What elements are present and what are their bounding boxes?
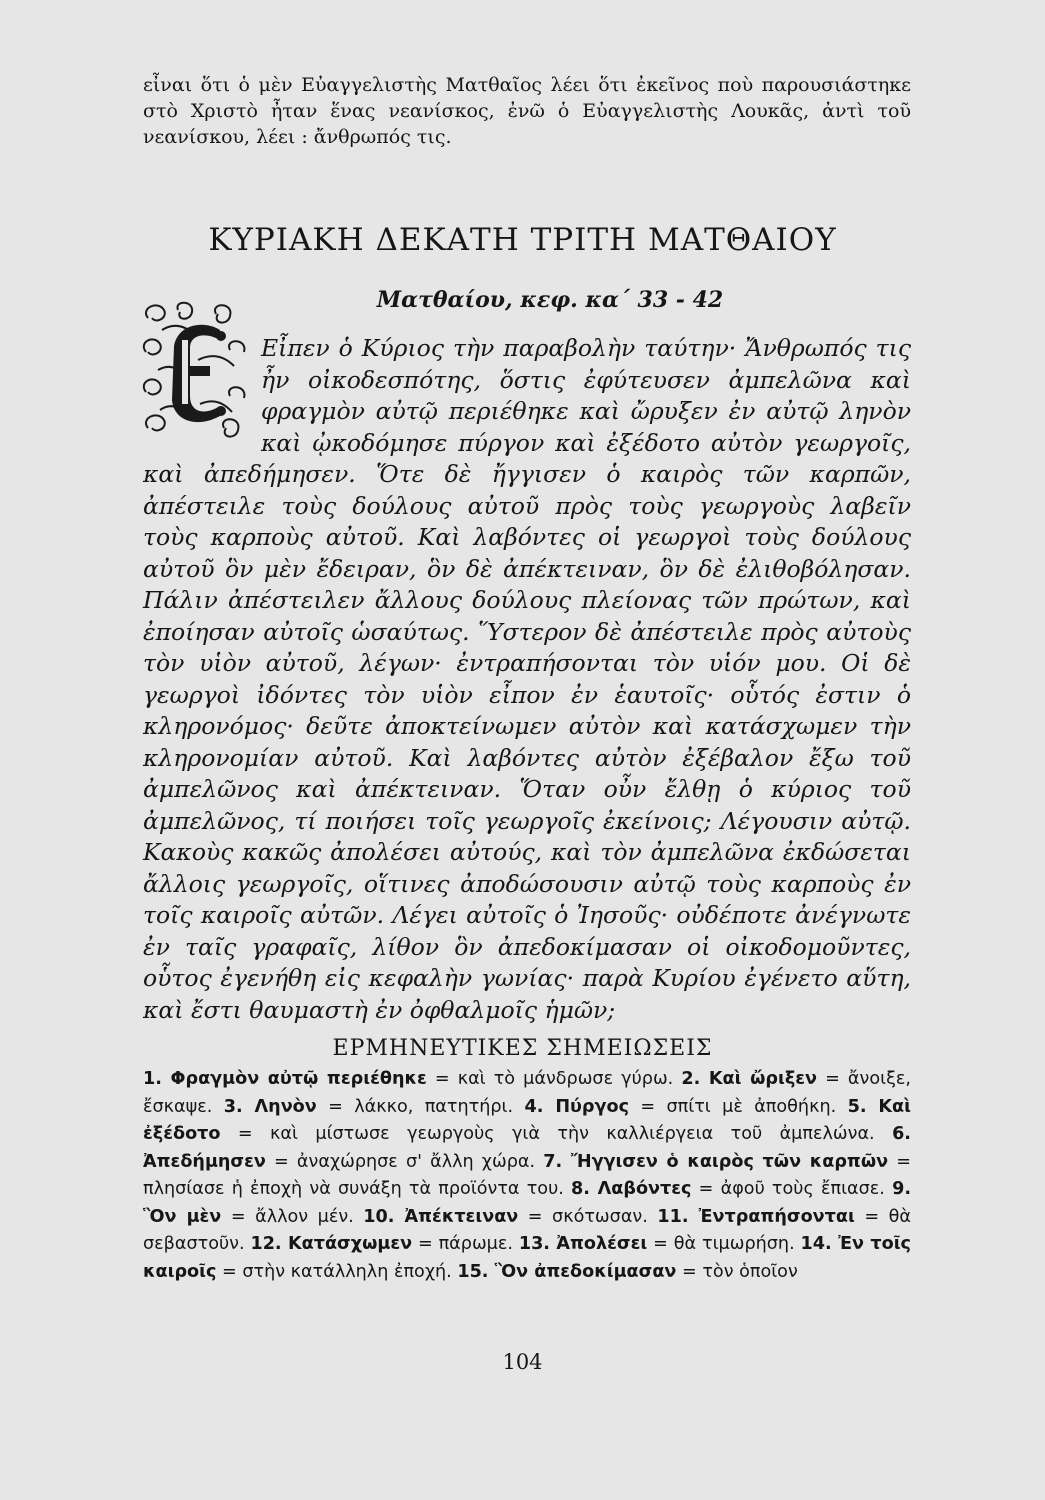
note-meaning: = θὰ τιμωρήση.	[647, 1234, 801, 1254]
note-meaning: = ἄνοιξε, ἔσκαψε.	[143, 1069, 911, 1117]
note-meaning: = καὶ τὸ μάνδρωσε γύρω.	[426, 1069, 682, 1089]
explanatory-notes	[143, 1066, 911, 1286]
note-term: 1. Φραγμὸν αὐτῷ περιέθηκε	[143, 1069, 427, 1089]
scripture-reference: Ματθαίου, κεφ. κα΄ 33 - 42	[376, 287, 724, 313]
note-term: 2. Καὶ ὤριξεν	[681, 1069, 818, 1089]
note-meaning: = σκότωσαν.	[518, 1206, 658, 1227]
note-term: 9. Ὃν μὲν	[143, 1179, 912, 1227]
gospel-text: Εἶπεν ὁ Κύριος τὴν παραβολὴν ταύτην· Ἄνθρωπός τις ἦν οἰκοδεσπότης, ὅστις ἐφύτευσεν ἀμπελῶνα καὶ φραγμὸν αὐτῷ περιέθηκε καὶ ὤρυξεν ἐν αὐτῷ ληνὸν καὶ ᾠκοδόμησε πύργον καὶ ἐξέδοτο αὐτὸν γεωργοῖς, καὶ ἀπεδήμησεν. Ὅτε δὲ ἤγγισεν ὁ καιρὸς τῶν καρπῶν, ἀπέστειλε τοὺς δούλους αὐτοῦ πρὸς τοὺς γεωργοὺς λαβεῖν τοὺς καρποὺς αὐτοῦ. Καὶ λαβόντες οἱ γεωργοὶ τοὺς δούλους αὐτοῦ ὃν μὲν ἔδειραν, ὃν δὲ ἀπέκτειναν, ὃν δὲ ἐλιθοβόλησαν. Πάλιν ἀπέστειλεν ἄλλους δούλους πλείονας τῶν πρώτων, καὶ ἐποίησαν αὐτοῖς ὡσαύτως. Ὕστερον δὲ ἀπέστειλε πρὸς αὐτοὺς τὸν υἱὸν αὐτοῦ, λέγων· ἐντραπήσονται τὸν υἱόν μου. Οἱ δὲ γεωργοὶ ἰδόντες τὸν υἱὸν εἶπον ἐν ἑαυτοῖς· οὗτός ἐστιν ὁ κληρονόμος· δεῦτε ἀποκτείνωμεν αὐτὸν καὶ κατάσχωμεν τὴν κληρονομίαν αὐτοῦ. Καὶ λαβόντες αὐτὸν ἐξέβαλον ἔξω τοῦ ἀμπελῶνος καὶ ἀπέκτειναν. Ὅταν οὖν ἔλθῃ ὁ κύριος τοῦ ἀμπελῶνος, τί ποιήσει τοῖς γεωργοῖς ἐκείνοις; Λέγουσιν αὐτῷ. Κακοὺς κακῶς ἀπολέσει αὐτούς, καὶ τὸν ἀμπελῶνα ἐκδώσεται ἄλλοις γεωργοῖς, οἵτινες ἀποδώσουσιν αὐτῷ τοὺς καρποὺς ἐν τοῖς καιροῖς αὐτῶν. Λέγει αὐτοῖς ὁ Ἰησοῦς· οὐδέποτε ἀνέγνωτε ἐν ταῖς γραφαῖς, λίθον ὃν ἀπεδοκίμασαν οἱ οἰκοδομοῦντες, οὗτος ἐγενήθη εἰς κεφαλὴν γωνίας· παρὰ Κυρίου ἐγένετο αὕτη, καὶ ἔστι θαυμαστὴ ἐν ὀφθαλμοῖς ἡμῶν;	[143, 334, 911, 1024]
note-meaning: = πάρωμε.	[412, 1234, 519, 1254]
note-meaning: = ἄλλον μέν.	[221, 1206, 364, 1227]
note-term: 7. Ἤγγισεν ὁ καιρὸς τῶν καρπῶν	[543, 1151, 889, 1172]
note-term: 8. Λαβόντες	[571, 1179, 692, 1199]
note-term: 15. Ὃν ἀπεδοκίμασαν	[457, 1261, 677, 1282]
note-meaning: = πλησίασε ἡ ἐποχὴ νὰ συνάξη τὰ προϊόντα του.	[143, 1151, 911, 1199]
note-term: 14. Ἐν τοῖς καιροῖς	[143, 1234, 911, 1282]
initial-spacer	[143, 333, 261, 451]
note-term: 12. Κατάσχωμεν	[250, 1234, 413, 1254]
intro-text: εἶναι ὅτι ὁ μὲν Εὐαγγελιστὴς Ματθαῖος λέει ὅτι ἐκεῖνος ποὺ παρουσιάστηκε στὸ Χριστὸ ἦταν ἕνας νεανίσκος, ἐνῶ ὁ Εὐαγγελιστὴς Λουκᾶς, ἀντὶ τοῦ νεανίσκου, λέει : ἄνθρωπός τις.	[143, 74, 911, 148]
page-number: 104	[502, 1350, 543, 1374]
note-term: 6. Ἀπεδήμησεν	[143, 1124, 911, 1172]
note-meaning: = ἀναχώρησε σ' ἄλλη χώρα.	[265, 1151, 544, 1172]
gospel-passage	[143, 333, 911, 1026]
note-term: 13. Ἀπολέσει	[518, 1234, 648, 1254]
note-meaning: = λάκκο, πατητήρι.	[316, 1096, 525, 1117]
note-meaning: = καὶ μίστωσε γεωργοὺς γιὰ τὴν καλλιέργεια τοῦ ἀμπελώνα.	[220, 1124, 893, 1144]
notes-title: ΕΡΜΗΝΕΥΤΙΚΕΣ ΣΗΜΕΙΩΣΕΙΣ	[332, 1036, 713, 1061]
note-meaning: = τὸν ὁποῖον	[676, 1261, 798, 1282]
intro-paragraph	[143, 72, 911, 150]
note-meaning: = ἀφοῦ τοὺς ἔπιασε.	[691, 1179, 893, 1199]
note-meaning: = θὰ σεβαστοῦν.	[143, 1206, 911, 1254]
note-meaning: = στὴν κατάλληλη ἐποχή.	[216, 1261, 458, 1282]
notes-paragraph	[143, 1066, 911, 1286]
page-title: ΚΥΡΙΑΚΗ ΔΕΚΑΤΗ ΤΡΙΤΗ ΜΑΤΘΑΙΟΥ	[208, 222, 837, 258]
note-term: 5. Καὶ ἐξέδοτο	[143, 1096, 911, 1144]
note-term: 4. Πύργος	[524, 1096, 630, 1117]
note-meaning: = σπίτι μὲ ἀποθήκη.	[629, 1096, 848, 1117]
note-term: 11. Ἐντραπήσονται	[657, 1206, 855, 1227]
note-term: 3. Ληνὸν	[223, 1096, 317, 1117]
note-term: 10. Ἀπέκτειναν	[363, 1206, 519, 1227]
